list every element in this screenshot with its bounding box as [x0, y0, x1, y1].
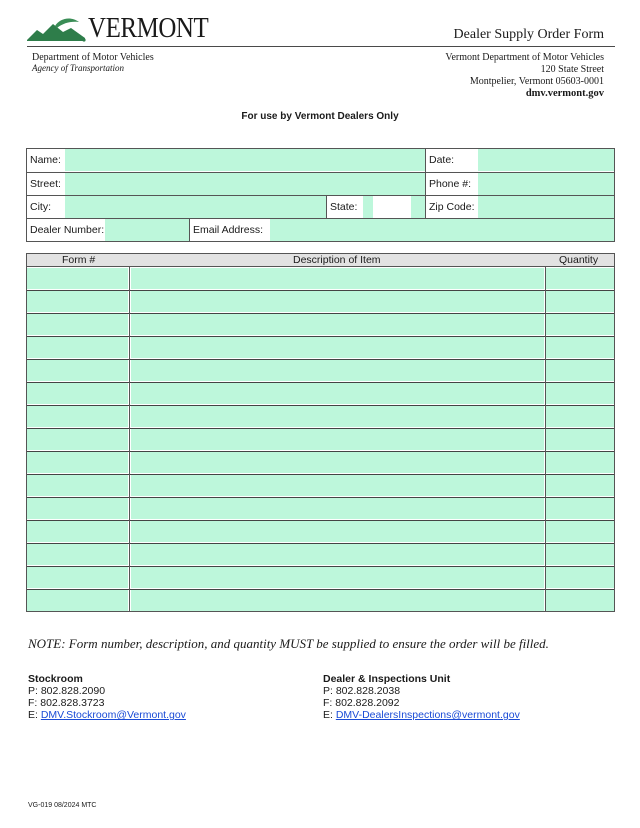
quantity-input[interactable] [546, 429, 614, 450]
state-input[interactable] [363, 196, 373, 218]
spacer [373, 196, 411, 218]
email-prefix: E: [28, 709, 41, 721]
form-number-input[interactable] [27, 521, 128, 542]
form-number-input[interactable] [27, 567, 128, 588]
quantity-input[interactable] [546, 291, 614, 312]
description-input[interactable] [131, 314, 544, 335]
row-divider [27, 359, 614, 360]
quantity-input[interactable] [546, 406, 614, 427]
form-number-input[interactable] [27, 544, 128, 565]
quantity-input[interactable] [546, 452, 614, 473]
address-line: Vermont Department of Motor Vehicles [445, 52, 604, 63]
description-input[interactable] [131, 544, 544, 565]
form-number-input[interactable] [27, 360, 128, 381]
quantity-input[interactable] [546, 544, 614, 565]
quantity-input[interactable] [546, 590, 614, 611]
name-input[interactable] [65, 149, 425, 171]
dealer-number-label: Dealer Number: [27, 219, 105, 241]
state-label: State: [327, 196, 363, 218]
order-note: NOTE: Form number, description, and quantity MUST be supplied to ensure the order will be filled. [28, 636, 549, 651]
department-name: Department of Motor Vehicles [32, 52, 154, 63]
description-input[interactable] [131, 498, 544, 519]
column-divider [129, 267, 130, 612]
city-label: City: [27, 196, 65, 218]
description-input[interactable] [131, 590, 544, 611]
description-input[interactable] [131, 360, 544, 381]
description-input[interactable] [131, 429, 544, 450]
form-number-input[interactable] [27, 429, 128, 450]
column-quantity: Quantity [559, 254, 599, 266]
form-number-input[interactable] [27, 291, 128, 312]
logo-wordmark: VERMONT [88, 12, 209, 44]
row-divider [27, 589, 614, 590]
date-label: Date: [426, 149, 478, 171]
website: dmv.vermont.gov [525, 88, 604, 99]
header-divider [27, 46, 615, 47]
row-divider [27, 290, 614, 291]
description-input[interactable] [131, 383, 544, 404]
row-divider [27, 428, 614, 429]
contact-fax: F: 802.828.2092 [323, 697, 400, 709]
description-input[interactable] [131, 337, 544, 358]
row-divider [27, 382, 614, 383]
description-input[interactable] [131, 452, 544, 473]
dmv-address [445, 52, 604, 100]
row-divider [27, 497, 614, 498]
date-input[interactable] [478, 149, 614, 171]
row-divider [27, 313, 614, 314]
form-number-input[interactable] [27, 337, 128, 358]
row-divider [27, 474, 614, 475]
contact-phone: P: 802.828.2038 [323, 685, 401, 697]
description-input[interactable] [131, 291, 544, 312]
quantity-input[interactable] [546, 360, 614, 381]
row-divider [27, 566, 614, 567]
form-title: Dealer Supply Order Form [453, 27, 604, 42]
address-line: Montpelier, Vermont 05603-0001 [469, 76, 604, 87]
address-line: 120 State Street [540, 64, 604, 75]
quantity-input[interactable] [546, 314, 614, 335]
contact-title: Dealer & Inspections Unit [323, 673, 451, 685]
items-table [26, 253, 615, 612]
agency-name: Agency of Transportation [32, 63, 124, 73]
form-number-input[interactable] [27, 383, 128, 404]
email-input[interactable] [270, 219, 614, 241]
contact-dealer-inspections [323, 673, 520, 721]
stockroom-email-link[interactable]: DMV.Stockroom@Vermont.gov [40, 709, 186, 721]
zip-label: Zip Code: [426, 196, 478, 218]
quantity-input[interactable] [546, 268, 614, 289]
dealer-notice: For use by Vermont Dealers Only [241, 111, 399, 122]
phone-label: Phone #: [426, 173, 478, 195]
form-number-input[interactable] [27, 475, 128, 496]
contact-phone: P: 802.828.2090 [28, 685, 106, 697]
quantity-input[interactable] [546, 337, 614, 358]
phone-input[interactable] [478, 173, 614, 195]
street-label: Street: [27, 173, 65, 195]
row-divider [27, 520, 614, 521]
description-input[interactable] [131, 406, 544, 427]
items-table-header [27, 254, 614, 267]
quantity-input[interactable] [546, 498, 614, 519]
row-divider [27, 336, 614, 337]
description-input[interactable] [131, 567, 544, 588]
form-code: VG-019 08/2024 MTC [28, 802, 97, 809]
form-number-input[interactable] [27, 452, 128, 473]
street-input[interactable] [65, 173, 425, 195]
row-divider [27, 451, 614, 452]
inspections-email-link[interactable]: DMV-DealersInspections@vermont.gov [335, 709, 520, 721]
form-number-input[interactable] [27, 268, 128, 289]
zip-input[interactable] [478, 196, 614, 218]
dealer-number-input[interactable] [105, 219, 189, 241]
quantity-input[interactable] [546, 475, 614, 496]
form-number-input[interactable] [27, 406, 128, 427]
quantity-input[interactable] [546, 521, 614, 542]
email-label: Email Address: [190, 219, 270, 241]
quantity-input[interactable] [546, 567, 614, 588]
contact-title: Stockroom [28, 673, 83, 685]
form-number-input[interactable] [27, 590, 128, 611]
column-divider [545, 267, 546, 612]
column-description: Description of Item [293, 254, 381, 266]
form-number-input[interactable] [27, 314, 128, 335]
state-input-extra[interactable] [411, 196, 425, 218]
city-input[interactable] [65, 196, 326, 218]
row-divider [27, 405, 614, 406]
quantity-input[interactable] [546, 383, 614, 404]
name-label: Name: [27, 149, 65, 171]
email-prefix: E: [323, 709, 336, 721]
column-form-number: Form # [62, 254, 96, 266]
description-input[interactable] [131, 521, 544, 542]
form-number-input[interactable] [27, 498, 128, 519]
description-input[interactable] [131, 268, 544, 289]
contact-stockroom [28, 673, 186, 721]
row-divider [27, 543, 614, 544]
contact-fax: F: 802.828.3723 [28, 697, 105, 709]
description-input[interactable] [131, 475, 544, 496]
